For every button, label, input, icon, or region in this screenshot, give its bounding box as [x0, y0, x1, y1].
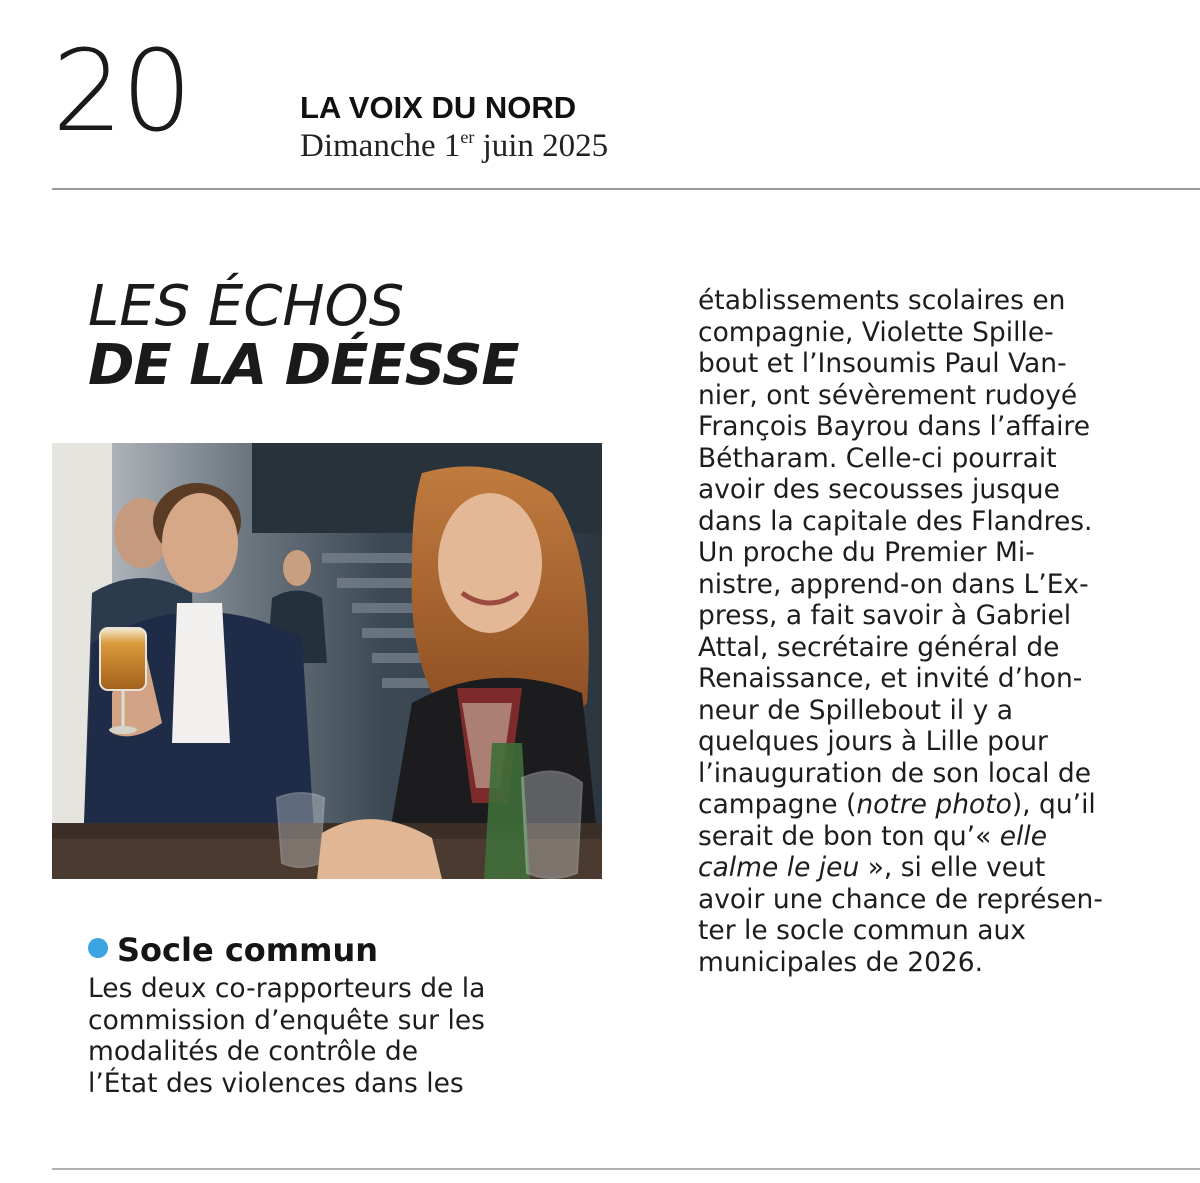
text-line: compagnie, Violette Spille-	[698, 316, 1054, 348]
date-ordinal: er	[460, 127, 475, 147]
section-title	[88, 274, 519, 398]
article-photo	[52, 443, 602, 879]
text-line: commission d’enquête sur les	[88, 1004, 485, 1036]
photo-illustration	[52, 443, 602, 879]
text-line: Attal, secrétaire général de	[698, 631, 1060, 663]
text-line: campagne (notre photo), qu’il	[698, 789, 1096, 820]
section-title-line-1: LES ÉCHOS	[88, 274, 405, 339]
publication-name: LA VOIX DU NORD	[300, 90, 577, 125]
text-line: serait de bon ton qu’« elle	[698, 820, 1048, 852]
text-line: calme le jeu », si elle veut	[698, 852, 1046, 883]
issue-date: Dimanche 1er juin 2025	[300, 127, 609, 164]
text-line: l’État des violences dans les	[88, 1067, 464, 1099]
quote-start: elle	[999, 820, 1048, 852]
text-line: municipales de 2026.	[698, 946, 984, 978]
text-line: quelques jours à Lille pour	[698, 726, 1048, 757]
article-text-right-column	[698, 285, 1103, 978]
text-line: Un proche du Premier Mi-	[698, 537, 1035, 568]
photo-reference: notre photo	[856, 789, 1012, 820]
quote-end: calme le jeu	[698, 852, 860, 883]
text-line: modalités de contrôle de	[88, 1036, 418, 1067]
text-line: établissements scolaires en	[698, 285, 1066, 316]
text-line: nier, ont sévèrement rudoyé	[698, 379, 1078, 411]
text-line: nistre, apprend-on dans L’Ex-	[698, 568, 1089, 600]
bullet-dot-icon	[88, 938, 108, 958]
text-line: Bétharam. Celle-ci pourrait	[698, 442, 1057, 474]
text-line: neur de Spillebout il y a	[698, 694, 1013, 726]
header-divider	[52, 188, 1200, 190]
article-text-left-column	[88, 973, 485, 1099]
text-line: avoir des secousses jusque	[698, 474, 1060, 505]
item-heading: Socle commun	[88, 930, 378, 970]
text-line: Renaissance, et invité d’hon-	[698, 663, 1083, 694]
text-line: dans la capitale des Flandres.	[698, 505, 1093, 537]
page-number: 20	[52, 27, 191, 157]
text-line: ter le socle commun aux	[698, 915, 1026, 946]
section-title-line-2: DE LA DÉESSE	[88, 333, 519, 398]
text-line: bout et l’Insoumis Paul Van-	[698, 348, 1067, 379]
text-line: press, a fait savoir à Gabriel	[698, 600, 1072, 631]
text-line: l’inauguration de son local de	[698, 757, 1091, 789]
text-line: avoir une chance de représen-	[698, 883, 1103, 915]
text-line: Les deux co-rapporteurs de la	[88, 973, 486, 1004]
footer-divider	[52, 1168, 1200, 1170]
text-line: François Bayrou dans l’affaire	[698, 411, 1091, 442]
